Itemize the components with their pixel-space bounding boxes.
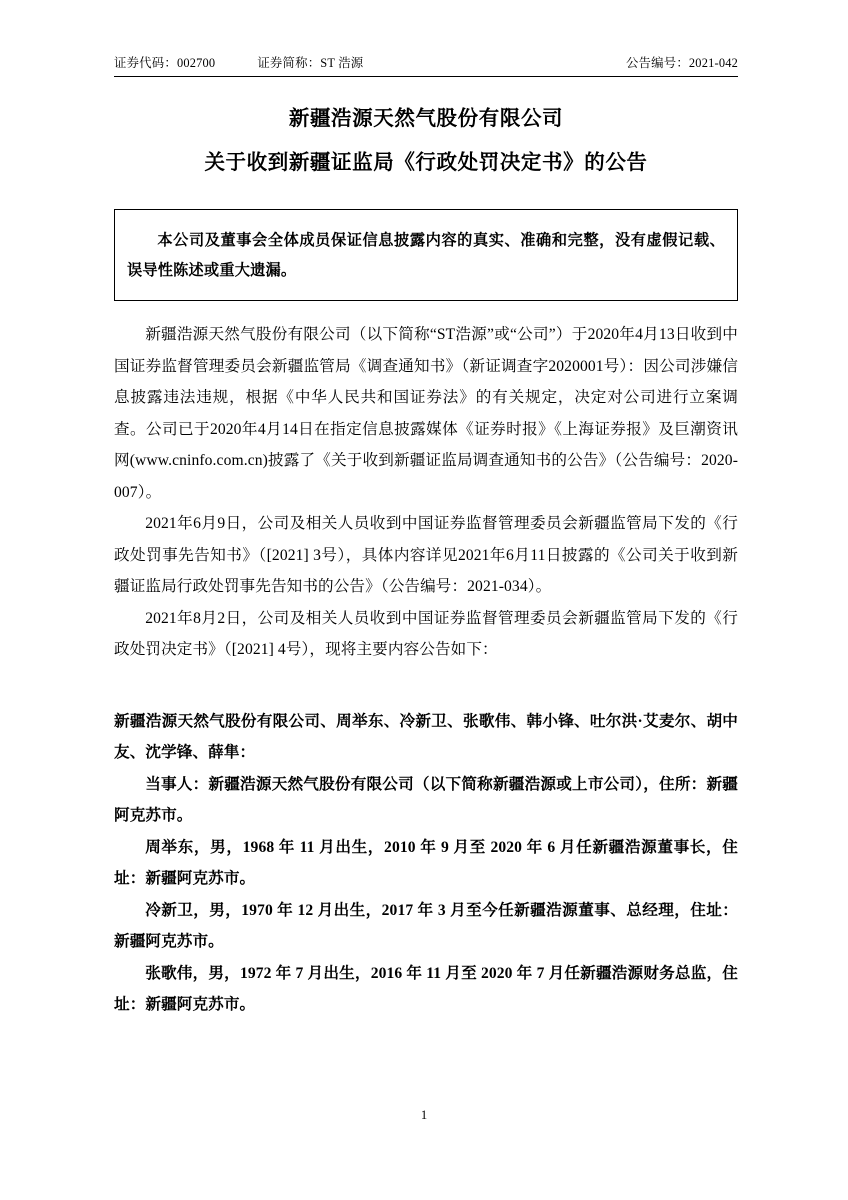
running-header [114, 53, 738, 77]
paragraph-investigation-notice: 新疆浩源天然气股份有限公司（以下简称“ST浩源”或“公司”）于2020年4月13日收到中国证券监督管理委员会新疆监管局《调查通知书》（新证调查字2020001号）：因公司涉嫌信息披露违法违规，根据《中华人民共和国证券法》的有关规定，决定对公司进行立案调查。公司已于2020年4月14日在指定信息披露媒体《证券时报》《上海证券报》及巨潮资讯网(www.cninfo.com.cn)披露了《关于收到新疆证监局调查通知书的公告》（公告编号：2020-007）。 [114, 326, 738, 501]
page-number: 1 [420, 1108, 428, 1122]
party-entity-detail: 当事人：新疆浩源天然气股份有限公司（以下简称新疆浩源或上市公司），住所：新疆阿克苏市。 [114, 775, 738, 825]
security-short-name: 证券简称：ST 浩源 [257, 56, 364, 70]
announcement-subject-title: 关于收到新疆证监局《行政处罚决定书》的公告 [204, 151, 648, 174]
party-person-detail-2: 冷新卫，男，1970 年 12 月出生，2017 年 3 月至今任新疆浩源董事、总经理，住址：新疆阿克苏市。 [114, 901, 738, 951]
party-person-detail-3: 张歌伟，男，1972 年 7 月出生，2016 年 11 月至 2020 年 7 月任新疆浩源财务总监，住址：新疆阿克苏市。 [114, 964, 738, 1013]
parties-section [114, 706, 738, 1021]
page-content [114, 0, 738, 1020]
section-spacer [114, 666, 738, 686]
disclaimer-text: 本公司及董事会全体成员保证信息披露内容的真实、准确和完整，没有虚假记载、误导性陈述或重大遗漏。 [127, 231, 725, 279]
company-name-title: 新疆浩源天然气股份有限公司 [288, 107, 564, 130]
paragraph-prior-notice: 2021年6月9日，公司及相关人员收到中国证券监督管理委员会新疆监管局下发的《行政处罚事先告知书》（[2021] 3号），具体内容详见2021年6月11日披露的《公司关于收到新疆证监局行政处罚事先告知书的公告》（公告编号：2021-034）。 [114, 515, 738, 596]
disclaimer-box [114, 209, 738, 302]
body-text [114, 319, 738, 665]
party-person-detail-1: 周举东，男，1968 年 11 月出生，2010 年 9 月至 2020 年 6 月任新疆浩源董事长，住址：新疆阿克苏市。 [114, 838, 738, 888]
paragraph-penalty-decision: 2021年8月2日，公司及相关人员收到中国证券监督管理委员会新疆监管局下发的《行政处罚决定书》（[2021] 4号），现将主要内容公告如下： [114, 609, 738, 659]
announcement-number: 公告编号：2021-042 [625, 56, 738, 70]
document-title-block [114, 104, 738, 179]
security-code: 证券代码：002700 [114, 56, 216, 70]
parties-list: 新疆浩源天然气股份有限公司、周举东、冷新卫、张歌伟、韩小锋、吐尔洪·艾麦尔、胡中友、沈学锋、薛隼： [114, 712, 738, 762]
